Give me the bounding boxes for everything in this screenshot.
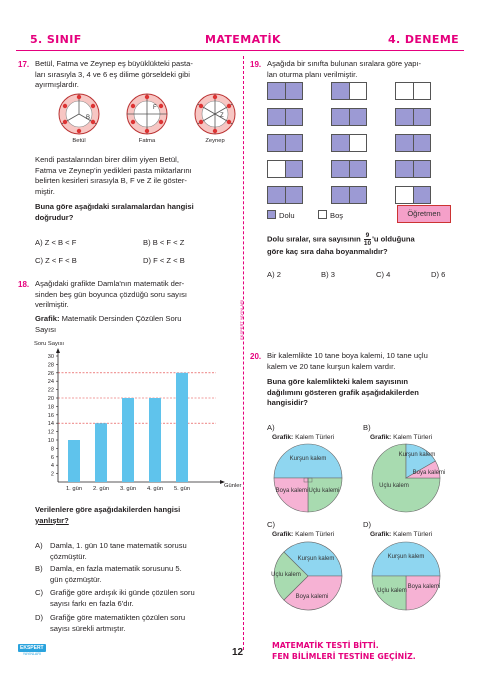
q17-question-line: Buna göre aşağıdaki sıralamalardan hangisi xyxy=(35,202,194,211)
q18-graph-title xyxy=(35,314,240,335)
y-tick-label: 12 xyxy=(47,429,54,436)
q18-option-b-line: gün çözmüştür. xyxy=(50,574,102,584)
seat-full xyxy=(396,109,413,125)
pie-label-kursun: Kurşun kalem xyxy=(387,554,425,560)
end-notice-line1: MATEMATİK TESTİ BİTTİ. xyxy=(272,641,379,650)
q18-question-line: yanlıştır? xyxy=(35,515,69,525)
q19-intro-line: lan oturma planı verilmiştir. xyxy=(267,69,358,79)
q18-intro-line: verilmiştir. xyxy=(35,300,69,309)
y-tick-label: 8 xyxy=(50,446,54,453)
q18-option-d-line: sayısı sürekli artmıştır. xyxy=(50,623,126,633)
q18-intro-line: sinden beş gün boyunca çözdüğü soru sayısı xyxy=(35,289,187,299)
desk xyxy=(267,108,303,126)
seat-full xyxy=(413,135,430,151)
x-axis-label: Günler xyxy=(224,483,242,489)
legend-full-label: Dolu xyxy=(279,211,295,220)
pie-label-uclu: Uçlu kalemi xyxy=(308,488,340,494)
q17-option-d[interactable]: D) F < Z < B xyxy=(143,256,185,265)
seat-full xyxy=(285,135,302,151)
seat-full xyxy=(349,187,366,203)
q19-question-pre: Dolu sıralar, sıra sayısının xyxy=(267,234,361,244)
seat-full xyxy=(332,109,349,125)
seat-empty xyxy=(396,83,413,99)
pie-label-boya: Boya kalemi xyxy=(275,488,309,494)
q18-option-a[interactable]: A) Damla, 1. gün 10 tane matematik sorusu çözmüştür. xyxy=(35,541,240,562)
q18-number: 18. xyxy=(18,280,30,289)
pie-label-uclu: Uçlu kalem xyxy=(271,572,301,578)
q20-question-line: Buna göre kalemlikteki kalem sayısının xyxy=(267,377,408,386)
q18-option-c-line: sayısı farkı en fazla 6'dır. xyxy=(50,598,134,608)
seat-full xyxy=(268,187,285,203)
q17-question xyxy=(35,202,240,223)
pie-label-boya: Boya kalemi xyxy=(295,594,329,600)
q18-option-a-line: Damla, 1. gün 10 tane matematik sorusu xyxy=(50,541,187,550)
q20-intro xyxy=(267,351,472,372)
brand-vertical-text: EKSPERT YAYINLARI xyxy=(239,300,244,340)
seat-full xyxy=(332,161,349,177)
cakes-illustration xyxy=(57,92,237,136)
q19-option-c[interactable]: C) 4 xyxy=(376,270,391,279)
desk xyxy=(331,186,367,204)
y-axis-arrow xyxy=(56,348,60,353)
q19-intro xyxy=(267,59,472,80)
q18-question-line: Verilenlere göre aşağıdakilerden hangisi xyxy=(35,505,181,514)
seat-full xyxy=(332,187,349,203)
desk xyxy=(331,160,367,178)
q18-intro xyxy=(35,279,240,311)
seat-full xyxy=(285,187,302,203)
column-divider xyxy=(243,56,244,650)
pie-slice-boya xyxy=(406,576,440,610)
q17-intro xyxy=(35,59,240,91)
logo-top-text: EKSPERT xyxy=(20,645,44,651)
q17-intro-line: ayırmışlardır. xyxy=(35,80,79,89)
q19-question-post: 'u olduğuna xyxy=(372,234,415,244)
q18-question xyxy=(35,505,240,526)
pie-label-kursun: Kurşun kalem xyxy=(289,456,327,462)
q18-option-b[interactable]: B) Damla, en fazla matematik sorusunu 5. gün çözmüştür. xyxy=(35,564,240,585)
q18-option-d[interactable]: D) Grafiğe göre matematikten çözülen soru sayısı sürekli artmıştır. xyxy=(35,613,240,634)
subject-label: MATEMATİK xyxy=(205,33,281,46)
q19-option-d[interactable]: D) 6 xyxy=(431,270,446,279)
q20-question-line: dağılımını gösteren grafik aşağıdakilerden xyxy=(267,387,419,397)
pie-slice-boya xyxy=(274,478,308,512)
graph-rest: Kalem Türleri xyxy=(293,434,335,441)
desk xyxy=(395,160,431,178)
publisher-logo xyxy=(18,644,46,656)
q20-option-c-letter[interactable]: C) xyxy=(267,520,276,529)
seat-full xyxy=(349,161,366,177)
cake-letter-f: F xyxy=(153,105,157,111)
desk xyxy=(395,186,431,204)
q20-intro-line: kalem ve 20 tane kurşun kalem vardır. xyxy=(267,361,396,371)
bar xyxy=(122,398,134,482)
graph-rest: Kalem Türleri xyxy=(391,434,433,441)
q19-option-a[interactable]: A) 2 xyxy=(267,270,281,279)
cake-zeynep xyxy=(195,94,235,134)
q17-option-b[interactable]: B) B < F < Z xyxy=(143,238,185,247)
fraction-9-10 xyxy=(364,232,371,247)
desk xyxy=(267,186,303,204)
y-tick-label: 6 xyxy=(50,454,54,461)
bar xyxy=(176,373,188,482)
q19-question-line2: göre kaç sıra daha boyanmalıdır? xyxy=(267,247,388,256)
desk xyxy=(395,108,431,126)
y-tick-label: 14 xyxy=(47,421,54,428)
graph-title-prefix: Grafik: xyxy=(35,314,60,323)
desk xyxy=(267,82,303,100)
legend-empty-swatch xyxy=(318,210,327,219)
y-tick-label: 10 xyxy=(47,438,54,444)
desk xyxy=(331,108,367,126)
y-tick-label: 16 xyxy=(47,412,54,419)
graph-prefix: Grafik: xyxy=(370,434,392,441)
q20-pie-b[interactable] xyxy=(370,442,446,514)
seat-empty xyxy=(413,83,430,99)
seat-full xyxy=(413,161,430,177)
seat-empty xyxy=(349,135,366,151)
bar-chart xyxy=(26,336,242,496)
cake-letter-z: Z xyxy=(220,113,224,119)
q17-body-line: Fatma ve Zeynep'in yedikleri pasta miktarlarını xyxy=(35,165,192,175)
q17-intro-line: Betül, Fatma ve Zeynep eş büyüklükteki pasta- xyxy=(35,59,193,68)
seat-full xyxy=(396,135,413,151)
y-axis-label: Soru Sayısı xyxy=(34,341,64,347)
q19-question xyxy=(267,232,472,258)
q20-option-a-title xyxy=(272,434,334,441)
pie-label-boya: Boya kalemi xyxy=(407,584,441,590)
seat-empty xyxy=(349,83,366,99)
desk xyxy=(331,82,367,100)
desk xyxy=(395,134,431,152)
teacher-desk: Öğretmen xyxy=(397,205,451,223)
y-tick-label: 22 xyxy=(47,387,54,394)
pie-label-kursun: Kurşun kalem xyxy=(297,556,335,562)
legend-empty-label: Boş xyxy=(330,211,344,220)
bar xyxy=(149,398,161,482)
y-tick-label: 20 xyxy=(47,396,54,402)
seat-full xyxy=(285,161,302,177)
x-tick-label: 2. gün xyxy=(92,486,110,492)
cake-fatma xyxy=(127,94,167,134)
graph-prefix: Grafik: xyxy=(272,531,294,538)
q17-intro-line: ları sırasıyla 3, 4 ve 6 eş dilime görseldeki gibi xyxy=(35,69,190,79)
q18-option-c-line: Grafiğe göre ardışık iki günde çözülen soru xyxy=(50,588,195,597)
seat-full xyxy=(285,83,302,99)
pie-label-boya: Boya kalemi xyxy=(412,470,446,476)
bar xyxy=(95,423,107,482)
x-tick-label: 3. gün xyxy=(119,486,137,492)
desk xyxy=(267,134,303,152)
q17-body xyxy=(35,155,240,197)
q18-intro-line: Aşağıdaki grafikte Damla'nın matematik der- xyxy=(35,279,185,288)
seat-full xyxy=(396,161,413,177)
pie-label-kursun: Kurşun kalem xyxy=(398,452,436,458)
q20-question-line: hangisidir? xyxy=(267,398,308,407)
y-tick-label: 24 xyxy=(47,379,54,386)
logo-bottom-text: YAYINLARI xyxy=(22,652,41,656)
q18-option-c[interactable]: C) Grafiğe göre ardışık iki günde çözülen soru sayısı farkı en fazla 6'dır. xyxy=(35,588,240,609)
graph-title-line2: Sayısı xyxy=(35,324,57,334)
q20-pie-a[interactable] xyxy=(272,442,344,514)
seat-full xyxy=(413,109,430,125)
seat-full xyxy=(332,135,349,151)
x-tick-label: 4. gün xyxy=(146,486,164,492)
q17-body-line: belirten kesirleri sırasıyla B, F ve Z ile göster- xyxy=(35,176,187,185)
q20-option-b-title xyxy=(370,434,432,441)
q20-pie-d[interactable] xyxy=(370,540,442,612)
desk xyxy=(331,134,367,152)
fraction-numerator: 9 xyxy=(365,232,370,239)
y-tick-label: 18 xyxy=(47,404,54,411)
q18-option-a-line: çözmüştür. xyxy=(50,551,87,561)
q18-option-b-line: Damla, en fazla matematik sorusunu 5. xyxy=(50,564,182,573)
y-tick-label: 28 xyxy=(47,362,54,369)
q17-question-line: doğrudur? xyxy=(35,212,74,222)
q20-option-d-letter[interactable]: D) xyxy=(363,520,372,529)
y-tick-label: 26 xyxy=(47,370,54,377)
q20-option-a-letter[interactable]: A) xyxy=(267,423,275,432)
q20-option-d-title xyxy=(370,531,432,538)
q20-intro-line: Bir kalemlikte 10 tane boya kalemi, 10 tane uçlu xyxy=(267,351,428,360)
desk xyxy=(395,82,431,100)
exam-label: 4. DENEME xyxy=(388,33,460,46)
q17-option-c[interactable]: C) Z < F < B xyxy=(35,256,77,265)
seat-full xyxy=(268,109,285,125)
q19-intro-line: Aşağıda bir sınıfta bulunan sıralara göre yapı- xyxy=(267,59,422,68)
x-tick-label: 1. gün xyxy=(65,486,83,492)
q19-option-b[interactable]: B) 3 xyxy=(321,270,335,279)
x-tick-label: 5. gün xyxy=(173,486,191,492)
fraction-denominator: 10 xyxy=(363,240,372,247)
seat-empty xyxy=(396,187,413,203)
cake-caption-fatma: Fatma xyxy=(138,138,156,144)
seat-empty xyxy=(268,161,285,177)
seat-full xyxy=(285,109,302,125)
pie-slice-uclu xyxy=(308,478,342,512)
page-number: 12 xyxy=(232,647,244,658)
q20-option-b-letter[interactable]: B) xyxy=(363,423,371,432)
seat-full xyxy=(332,83,349,99)
q20-pie-c[interactable] xyxy=(272,540,344,612)
end-notice-line2: FEN BİLİMLERİ TESTİNE GEÇİNİZ. xyxy=(272,652,416,661)
q17-number: 17. xyxy=(18,60,30,69)
legend-empty xyxy=(318,210,343,220)
desk xyxy=(267,160,303,178)
cake-letter-b: B xyxy=(86,115,91,121)
q17-body-line: Kendi pastalarından birer dilim yiyen Betül, xyxy=(35,155,179,164)
graph-title-rest: Matematik Dersinden Çözülen Soru xyxy=(59,314,182,323)
seat-full xyxy=(268,135,285,151)
legend-full xyxy=(267,210,295,220)
q20-question xyxy=(267,377,472,409)
cake-caption-betul: Betül xyxy=(72,138,86,144)
q18-option-d-line: Grafiğe göre matematikten çözülen soru xyxy=(50,613,186,622)
cake-caption-zeynep: Zeynep xyxy=(205,138,225,144)
graph-rest: Kalem Türleri xyxy=(293,531,335,538)
q17-body-line: miştir. xyxy=(35,186,55,196)
y-tick-label: 30 xyxy=(47,354,54,360)
graph-rest: Kalem Türleri xyxy=(391,531,433,538)
pie-label-uclu: Uçlu kalem xyxy=(377,588,407,594)
bar xyxy=(68,440,80,482)
q20-option-c-title xyxy=(272,531,334,538)
q17-option-a[interactable]: A) Z < B < F xyxy=(35,238,77,247)
q19-number: 19. xyxy=(250,60,262,69)
seat-full xyxy=(413,187,430,203)
q20-number: 20. xyxy=(250,352,262,361)
legend-full-swatch xyxy=(267,210,276,219)
graph-prefix: Grafik: xyxy=(272,434,294,441)
cake-betul xyxy=(59,94,99,134)
seat-full xyxy=(268,83,285,99)
graph-prefix: Grafik: xyxy=(370,531,392,538)
y-tick-label: 2 xyxy=(50,471,54,478)
y-tick-label: 4 xyxy=(50,463,54,470)
seat-full xyxy=(349,109,366,125)
grade-label: 5. SINIF xyxy=(30,33,82,46)
header-divider xyxy=(16,50,464,51)
pie-label-uclu: Uçlu kalem xyxy=(379,483,409,489)
test-end-notice xyxy=(272,640,416,662)
